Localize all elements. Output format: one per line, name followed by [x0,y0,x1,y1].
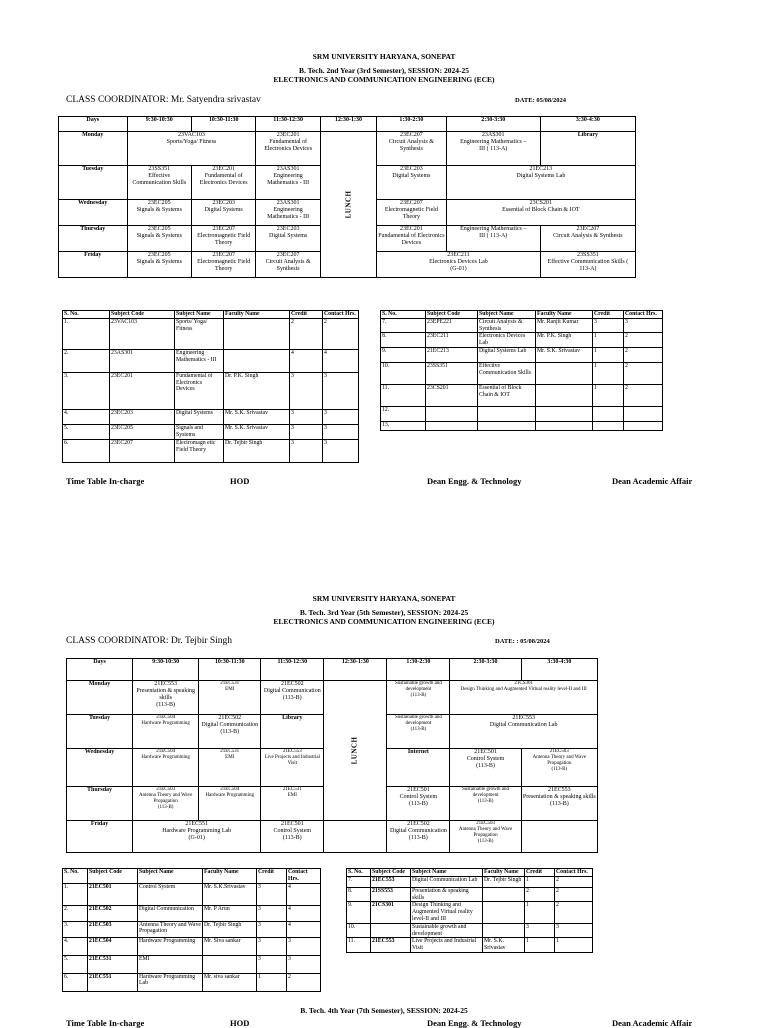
faculty-name-cell [224,349,290,372]
slot-cell: 23EC207 Circuit Analysis & Synthesis [256,252,320,278]
contact-hours-cell: 2 [624,362,663,384]
slot-cell: Library [540,132,635,166]
slot-cell: 23EC201 Fundamental of Electronics Devices [191,166,255,200]
table-row [347,876,593,887]
header-cell: Subject Name [478,311,536,319]
lunch-cell: LUNCH [320,132,376,278]
serial-no-cell: 6. [63,973,88,991]
serial-no-cell: 10. [347,923,371,938]
faculty-name-cell: Mr. S.K. Srivastav [224,424,290,439]
subject-table-right [380,310,663,431]
header-cell: S. No. [347,869,371,877]
faculty-name-cell [224,318,290,349]
faculty-name-cell: Dr. P.K. Singh [224,372,290,409]
table-row [381,347,663,362]
slot-cell: 21EC501 Control System (113-B) [261,821,324,853]
header-cell: Subject Code [371,869,411,877]
table-row [63,905,321,921]
serial-no-cell: 5. [63,424,110,439]
slot-cell: 23EC205 Signals & Systems [127,226,191,252]
slot-cell: 21EC553 Live Projects and Industrial Visit [261,749,324,787]
slot-cell: 21EC502 Digital Communication (113-B) [387,821,450,853]
table-row [63,318,359,349]
slot-cell: 23CS201 Essential of Block Chain & IOT [446,200,635,226]
table-row [63,372,359,409]
header-cell: 2:30-3:30 [446,117,540,132]
header-cell: Subject Name [175,311,224,319]
slot-cell: 23SS351 Effective Communication Skills [127,166,191,200]
table-row [347,938,593,953]
serial-no-cell: 12. [381,406,426,421]
header-cell: S. No. [63,869,88,884]
faculty-name-cell: Mr. P.K. Singh [536,333,593,348]
serial-no-cell: 11. [347,938,371,953]
header-cell: S. No. [381,311,426,319]
faculty-name-cell: Mr. P Arun [203,905,257,921]
subject-name-cell: Design Thinking and Augmented Virtual reality level-II and III [411,902,483,923]
header-cell: 9:30-10:30 [133,659,199,681]
serial-no-cell: 1. [63,883,88,905]
slot-cell: 21EC504 Hardware Programming [133,749,199,787]
day-cell: Wednesday [67,749,133,787]
slot-cell: 21EC531 EMI [199,681,261,715]
contact-hours-cell: 3 [624,318,663,333]
subject-name-cell: Hardware Programming Lab [138,973,203,991]
signature-hod: HOD [230,476,250,486]
slot-cell: 21EC553 Presentation & speaking skills (113-B) [521,787,597,821]
serial-no-cell: 7. [347,876,371,887]
slot-cell: 23EC207 Electromagnetic Field Theory [377,200,447,226]
header-cell: 11:30-12:30 [256,117,320,132]
lunch-cell: LUNCH [324,681,387,821]
slot-cell: 23EC201 Fundamental of Electronics Devices [256,132,320,166]
header-cell: 12:30-1:30 [324,659,387,681]
subject-code-cell: 21CS301 [371,902,411,923]
faculty-name-cell: Mr. Ranjit Kumar [536,318,593,333]
day-cell: Tuesday [59,166,128,200]
credit-cell: 1 [593,347,624,362]
subject-name-cell: Effective Communication Skills [478,362,536,384]
signature-dean-engg: Dean Engg. & Technology [427,1018,522,1028]
serial-no-cell: 10. [381,362,426,384]
subject-code-cell: 21EC553 [371,938,411,953]
contact-hours-cell: 3 [287,937,321,955]
subject-code-cell: 23EPE221 [426,318,478,333]
day-cell: Friday [59,252,128,278]
slot-cell: 21EC531 EMI [261,787,324,821]
slot-cell: 21EC504 Hardware Programming [133,715,199,749]
university-title: SRM UNIVERSITY HARYANA, SONEPAT [312,52,456,61]
subject-name-cell: Engineering Mathematics - III [175,349,224,372]
slot-cell: 21EC501 Control System (113-B) [387,787,450,821]
header-cell: 12:30-1:30 [320,117,376,132]
slot-cell: 21EC502 Digital Communication (113-B) [199,715,261,749]
serial-no-cell: 2. [63,349,110,372]
subject-code-cell [426,406,478,421]
credit-cell: 3 [290,424,323,439]
slot-cell: 21EC531 EMI [199,749,261,787]
credit-cell: 2 [525,887,555,902]
contact-hours-cell: 2 [555,876,593,887]
header-cell: Contact Hrs. [624,311,663,319]
contact-hours-cell: 3 [555,923,593,938]
table-row [63,424,359,439]
slot-cell: 21EC213 Digital Systems Lab [446,166,635,200]
timetable [66,658,598,853]
credit-cell: 4 [290,349,323,372]
subject-name-cell: Digital Communication Lab [411,876,483,887]
subject-code-cell: 21EC501 [88,883,138,905]
subject-code-cell: 23SS351 [426,362,478,384]
subject-code-cell: 21EC502 [88,905,138,921]
faculty-name-cell: Mr. S.K. Srivastav [224,409,290,424]
header-cell: Credit [257,869,287,884]
faculty-name-cell [536,362,593,384]
slot-cell: 23SS351 Effective Communication Skills ( 113-A) [540,252,635,278]
contact-hours-cell: 2 [624,347,663,362]
credit-cell: 3 [257,905,287,921]
subject-code-cell: 23VAC103 [110,318,175,349]
header-cell: Credit [593,311,624,319]
slot-cell: 23AS301 Engineering Mathematics - III [256,200,320,226]
credit-cell: 3 [257,955,287,973]
header-cell: Subject Code [426,311,478,319]
subject-name-cell: Sports/ Yoga/ Fitness [175,318,224,349]
credit-cell: 2 [290,318,323,349]
slot-cell: 21CS301 Design Thinking and Augmented Virtual reality level-II and III [450,681,598,715]
serial-no-cell: 7. [381,318,426,333]
header-cell: Credit [290,311,323,319]
table-row [347,902,593,923]
credit-cell: 1 [593,362,624,384]
subject-code-cell: 23CS201 [426,384,478,406]
faculty-name-cell: Mr. S.K. Srivastav [483,938,525,953]
faculty-name-cell [536,406,593,421]
faculty-name-cell: Mr. S.K. Srivastav [536,347,593,362]
header-cell: Faculty Name [483,869,525,877]
day-cell: Thursday [67,787,133,821]
subject-name-cell [478,421,536,430]
slot-cell: 21EC503 Antenna Theory and Wave Propagation (113-B) [450,821,521,853]
table-row [63,883,321,905]
subject-code-cell: 21EC213 [426,347,478,362]
day-cell: Friday [67,821,133,853]
header-cell: 1:30-2:30 [387,659,450,681]
signature-timetable-incharge: Time Table In-charge [66,1018,145,1028]
faculty-name-cell: Mr. siva sankar [203,973,257,991]
table-row [63,921,321,937]
signature-dean-academic: Dean Academic Affair [612,1018,693,1028]
slot-cell: 23AS301 Engineering Mathematics – III ( 113-A) [446,132,540,166]
subject-code-cell: 23EC203 [110,409,175,424]
faculty-name-cell [483,902,525,923]
header-cell: Contact Hrs. [555,869,593,877]
subject-code-cell: 21EC504 [88,937,138,955]
slot-cell: 21EC553 Presentation & speaking skills (113-B) [133,681,199,715]
credit-cell: 1 [593,384,624,406]
slot-cell: 23EC203 Digital Systems [256,226,320,252]
subject-name-cell: Signals and Systems [175,424,224,439]
slot-cell: 23EC205 Signals & Systems [127,252,191,278]
contact-hours-cell [624,406,663,421]
header-cell: Subject Name [411,869,483,877]
table-row [63,973,321,991]
serial-no-cell: 5. [63,955,88,973]
contact-hours-cell: 2 [287,973,321,991]
credit-cell: 3 [290,372,323,409]
subject-code-cell: 21EC551 [88,973,138,991]
faculty-name-cell: Dr. Tejbir Singh [224,439,290,462]
credit-cell: 3 [593,318,624,333]
signature-dean-academic: Dean Academic Affair [612,476,693,486]
faculty-name-cell [536,421,593,430]
credit-cell: 3 [290,439,323,462]
credit-cell: 3 [257,937,287,955]
table-row [381,384,663,406]
header-cell: Faculty Name [224,311,290,319]
contact-hours-cell: 1 [555,938,593,953]
serial-no-cell: 4. [63,409,110,424]
serial-no-cell: 8. [347,887,371,902]
slot-cell: 21EC503 Antenna Theory and Wave Propagation (113-B) [521,749,597,787]
program-title: B. Tech. 3rd Year (5th Semester), SESSION: 2024-25 [299,608,469,617]
serial-no-cell: 11. [381,384,426,406]
faculty-name-cell [483,923,525,938]
faculty-name-cell: Mr. Siva sankar [203,937,257,955]
contact-hours-cell: 3 [323,409,359,424]
date: DATE: 05/08/2024 [515,97,566,104]
slot-cell: Engineering Mathematics – III ( 113-A) [446,226,540,252]
credit-cell: 1 [525,938,555,953]
credit-cell: 1 [257,973,287,991]
faculty-name-cell: Dr. Tejbir Singh [203,921,257,937]
date: DATE: : 05/08/2024 [495,638,550,645]
header-cell: Subject Code [88,869,138,884]
subject-code-cell: 21SS553 [371,887,411,902]
contact-hours-cell: 2 [555,902,593,923]
signature-timetable-incharge: Time Table In-charge [66,476,145,486]
slot-cell: 23EC207 Circuit Analysis & Synthesis [377,132,447,166]
empty-cell [324,821,387,853]
subject-table-left [62,310,359,463]
contact-hours-cell: 2 [624,384,663,406]
contact-hours-cell: 3 [323,439,359,462]
table-row [381,362,663,384]
day-cell: Thursday [59,226,128,252]
faculty-name-cell [483,887,525,902]
department-title: ELECTRONICS AND COMMUNICATION ENGINEERING (ECE) [273,617,495,626]
subject-name-cell: Fundamental of Electronics Devices [175,372,224,409]
table-row [381,318,663,333]
slot-cell: Library [261,715,324,749]
slot-cell: 21EC551 Hardware Programming Lab (G-01) [133,821,261,853]
header-cell: 11:30-12:30 [261,659,324,681]
subject-code-cell: 21EC553 [371,876,411,887]
slot-cell: 23EC203 Digital Systems [377,166,447,200]
subject-code-cell: 23AS301 [110,349,175,372]
subject-code-cell [371,923,411,938]
credit-cell [593,406,624,421]
credit-cell: 3 [290,409,323,424]
contact-hours-cell [624,421,663,430]
table-row [381,333,663,348]
subject-code-cell: 21EC531 [88,955,138,973]
contact-hours-cell: 3 [323,424,359,439]
table-row [381,421,663,430]
header-cell: 3:30-4:30 [540,117,635,132]
table-row [381,406,663,421]
class-coordinator: CLASS COORDINATOR: Mr. Satyendra srivastav [66,95,261,105]
serial-no-cell: 9. [381,347,426,362]
subject-code-cell: 23EC201 [110,372,175,409]
header-cell: 10:30-11:30 [191,117,255,132]
credit-cell [593,421,624,430]
slot-cell: 21EC502 Digital Communication (113-B) [261,681,324,715]
subject-name-cell: Electronics Devices Lab [478,333,536,348]
header-cell: Faculty Name [536,311,593,319]
credit-cell: 3 [525,923,555,938]
slot-cell: Sustainable growth and development (113-B) [450,787,521,821]
university-title: SRM UNIVERSITY HARYANA, SONEPAT [312,594,456,603]
header-cell: 3:30-4:30 [521,659,597,681]
header-cell: Subject Code [110,311,175,319]
contact-hours-cell: 4 [287,883,321,905]
signature-hod: HOD [230,1018,250,1028]
slot-cell: 23EC205 Signals & Systems [127,200,191,226]
slot-cell: 21EC503 Antenna Theory and Wave Propagation (113-B) [133,787,199,821]
serial-no-cell: 3. [63,921,88,937]
credit-cell: 3 [257,921,287,937]
header-cell: Contact Hrs. [287,869,321,884]
subject-table-left [62,868,321,992]
contact-hours-cell: 4 [287,905,321,921]
contact-hours-cell: 3 [323,372,359,409]
header-cell: 9:30-10:30 [127,117,191,132]
table-row [63,349,359,372]
table-row [347,923,593,938]
serial-no-cell: 3. [63,372,110,409]
subject-name-cell [478,406,536,421]
serial-no-cell: 6. [63,439,110,462]
subject-name-cell: Circuit Analysis & Synthesis [478,318,536,333]
program-title: B. Tech. 2nd Year (3rd Semester), SESSION: 2024-25 [298,66,469,75]
faculty-name-cell: Mr. S.K.Srivastav [203,883,257,905]
contact-hours-cell: 2 [323,318,359,349]
header-cell: Credit [525,869,555,877]
slot-cell: 23EC207 Electromagnetic Field Theory [191,226,255,252]
header-cell: 2:30-3:30 [450,659,521,681]
day-cell: Monday [67,681,133,715]
slot-cell: 23EC203 Digital Systems [191,200,255,226]
slot-cell: 21EC504 Hardware Programming [199,787,261,821]
subject-name-cell: Antenna Theory and Wave Propagation [138,921,203,937]
slot-cell: 23EC207 Circuit Analysis & Synthesis [540,226,635,252]
subject-name-cell: Control System [138,883,203,905]
slot-cell: 23AS301 Engineering Mathematics - III [256,166,320,200]
serial-no-cell: 2. [63,905,88,921]
header-cell: Subject Name [138,869,203,884]
contact-hours-cell: 4 [323,349,359,372]
credit-cell: 1 [525,876,555,887]
table-row [63,409,359,424]
slot-cell: Sustainable growth and development (113-B) [387,715,450,749]
subject-name-cell: EMI [138,955,203,973]
day-cell: Wednesday [59,200,128,226]
contact-hours-cell: 2 [555,887,593,902]
credit-cell: 3 [257,883,287,905]
day-cell: Monday [59,132,128,166]
program-title-next: B. Tech. 4th Year (7th Semester), SESSION: 2024-25 [300,1006,468,1015]
subject-name-cell: Essential of Block Chain & IOT [478,384,536,406]
header-cell: Faculty Name [203,869,257,884]
contact-hours-cell: 2 [624,333,663,348]
slot-cell: Internet [387,749,450,787]
signature-dean-engg: Dean Engg. & Technology [427,476,522,486]
table-row [63,937,321,955]
subject-name-cell: Digital Systems Lab [478,347,536,362]
table-row [347,887,593,902]
empty-cell [521,821,597,853]
header-cell: 1:30-2:30 [377,117,447,132]
department-title: ELECTRONICS AND COMMUNICATION ENGINEERING (ECE) [273,75,495,84]
serial-no-cell: 4. [63,937,88,955]
subject-name-cell: Digital Communication [138,905,203,921]
subject-name-cell: Live Projects and Industrial Visit [411,938,483,953]
contact-hours-cell: 4 [287,921,321,937]
subject-code-cell: 21EC503 [88,921,138,937]
header-cell: Days [67,659,133,681]
subject-name-cell: Sustainable growth and development [411,923,483,938]
subject-code-cell [426,421,478,430]
subject-code-cell: 23EC211 [426,333,478,348]
subject-name-cell: Digital Systems [175,409,224,424]
serial-no-cell: 13. [381,421,426,430]
slot-cell: Sustainable growth and development (113-B) [387,681,450,715]
subject-name-cell: Electromagn etic Field Theory [175,439,224,462]
slot-cell: 23EC201 Fundamental of Electronics Devices [377,226,447,252]
credit-cell: 1 [593,333,624,348]
subject-code-cell: 23EC207 [110,439,175,462]
header-cell: Contact Hrs. [323,311,359,319]
slot-cell: 21EC553 Digital Communication Lab [450,715,598,749]
class-coordinator: CLASS COORDINATOR: Dr. Tejbir Singh [66,636,233,646]
timetable [58,116,636,278]
header-cell: Days [59,117,128,132]
subject-name-cell: Presentation & speaking skills [411,887,483,902]
day-cell: Tuesday [67,715,133,749]
slot-cell: 23EC207 Electromagnetic Field Theory [191,252,255,278]
serial-no-cell: 8. [381,333,426,348]
table-row [63,439,359,462]
subject-table-right [346,868,593,953]
header-cell: S. No. [63,311,110,319]
serial-no-cell: 1. [63,318,110,349]
faculty-name-cell [536,384,593,406]
credit-cell: 1 [525,902,555,923]
contact-hours-cell: 3 [287,955,321,973]
faculty-name-cell: Dr. Tejbir Singh [483,876,525,887]
table-row [63,955,321,973]
slot-cell: 23VAC103 Sports/Yoga/ Fitness [127,132,256,166]
header-cell: 10:30-11:30 [199,659,261,681]
faculty-name-cell [203,955,257,973]
slot-cell: 21EC501 Control System (113-B) [450,749,521,787]
subject-code-cell: 23EC205 [110,424,175,439]
subject-name-cell: Hardware Programming [138,937,203,955]
slot-cell: 23EC211 Electronics Devices Lab (G-01) [377,252,541,278]
serial-no-cell: 9. [347,902,371,923]
